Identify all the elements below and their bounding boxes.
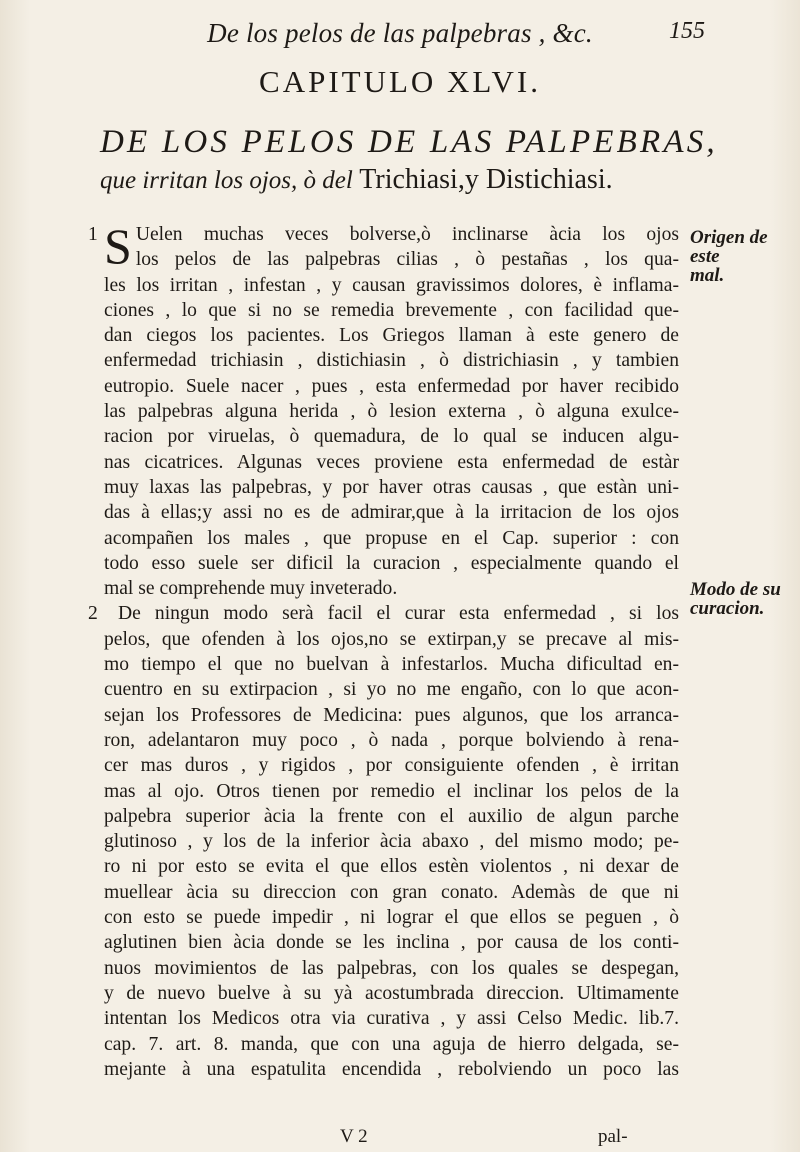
text-line: De ningun modo serà facil el curar esta enfermedad , si los (118, 603, 679, 625)
section-heading: DE LOS PELOS DE LAS PALPEBRAS, (100, 124, 718, 160)
text-line: mal se comprehende muy inveterado. (104, 578, 398, 600)
margin-note-line: Modo de su (690, 579, 781, 600)
subheading-roman: Trichiasi,y Distichiasi. (359, 164, 613, 195)
running-head (110, 14, 705, 50)
text-line: y de nuevo buelve à su yà acostumbrada direccion. Ultimamente (104, 982, 679, 1004)
text-line: glutinoso , y los de la inferior àcia abaxo , del mismo modo; pe- (104, 831, 679, 853)
text-line: aglutinen bien àcia donde se les inclina , por causa de los conti- (104, 932, 679, 954)
text-line: sejan los Professores de Medicina: pues algunos, que los arranca- (104, 704, 679, 726)
margin-note-line: mal. (690, 265, 725, 286)
text-line: racion por viruelas, ò quemadura, de lo qual se inducen algu- (104, 426, 679, 448)
text-line: nas cicatrices. Algunas veces proviene esta enfermedad de estàr (104, 451, 679, 473)
text-line: mo tiempo el que no buelvan à infestarlos. Mucha dificultad en- (104, 654, 679, 676)
paragraph-number: 2 (88, 603, 98, 625)
text-line: ciones , lo que si no se remedia brevemente , con facilidad que- (104, 299, 679, 321)
catchword: pal- (598, 1126, 628, 1147)
text-line: todo esso suele ser dificil la curacion , especialmente quando el (104, 552, 679, 574)
text-line: mejante à una espatulita encendida , rebolviendo un poco las (104, 1058, 679, 1080)
drop-cap: S (104, 218, 132, 274)
text-line: les los irritan , infestan , y causan gravissimos dolores, è inflama- (104, 274, 679, 296)
text-line: cap. 7. art. 8. manda, que con una aguja de hierro delgada, se- (104, 1033, 679, 1055)
paragraph-1 (88, 218, 679, 601)
body-text (88, 218, 679, 1082)
paragraph-2 (88, 601, 679, 1082)
text-line: con esto se puede impedir , ni lograr el que ellos se peguen , ò (104, 907, 679, 929)
text-line: palpebra superior àcia la frente con el auxilio de algun parche (104, 805, 679, 827)
text-line: las palpebras alguna herida , ò lesion externa , ò alguna exulce- (104, 401, 679, 423)
signature-mark: V 2 (340, 1126, 368, 1147)
running-title: De los pelos de las palpebras , &c. (207, 18, 593, 48)
text-line: das à ellas;y assi no es de admirar,que à la irritacion de los ojos (104, 502, 679, 524)
chapter-title: CAPITULO XLVI. (259, 64, 541, 99)
margin-note-cure (690, 580, 800, 618)
paragraph-number: 1 (88, 224, 98, 245)
section-subheading (100, 164, 740, 196)
text-line: ro ni por esto se evita el que ellos estèn violentos , ni dexar de (104, 856, 679, 878)
page-number: 155 (669, 18, 705, 44)
text-line: mas al ojo. Otros tienen por remedio el inclinar los pelos de la (104, 780, 679, 802)
page-footer (0, 1126, 800, 1150)
margin-note-line: Origen de este (690, 227, 768, 267)
text-line: intentan los Medicos otra via curativa , y assi Celso Medic. lib.7. (104, 1008, 679, 1030)
text-line: nuos movimientos de las palpebras, con los quales se despegan, (104, 957, 679, 979)
margin-note-origin (690, 228, 800, 285)
text-line: Uelen muchas veces bolverse,ò inclinarse àcia los ojos (135, 224, 679, 245)
text-line: cuentro en su extirpacion , si yo no me engaño, con lo que acon- (104, 679, 679, 701)
text-line: ron, adelantaron muy poco , ò nada , porque bolviendo à rena- (104, 729, 679, 751)
margin-note-line: curacion. (690, 598, 765, 619)
text-line: enfermedad trichiasin , distichiasin , ò districhiasin , y tambien (104, 350, 679, 372)
text-line: dan ciegos los pacientes. Los Griegos llaman à este genero de (104, 325, 679, 347)
text-line: pelos, que ofenden à los ojos,no se extirpan,y se precave al mis- (104, 628, 679, 650)
text-line: eutropio. Suele nacer , pues , esta enfermedad por haver recibido (104, 375, 679, 397)
text-line: muy laxas las palpebras, y por haver otras causas , que estàn uni- (104, 476, 679, 498)
text-line: los pelos de las palpebras cilias , ò pestañas , los qua- (135, 249, 679, 271)
text-line: muellear àcia su direccion con gran conato. Ademàs de que ni (104, 881, 679, 903)
text-line: acompañen los males , que propuse en el Cap. superior : con (104, 527, 679, 549)
subheading-italic: que irritan los ojos, ò del (100, 167, 353, 194)
text-line: cer mas duros , y rigidos , por consiguiente ofenden , è irritan (104, 755, 679, 777)
